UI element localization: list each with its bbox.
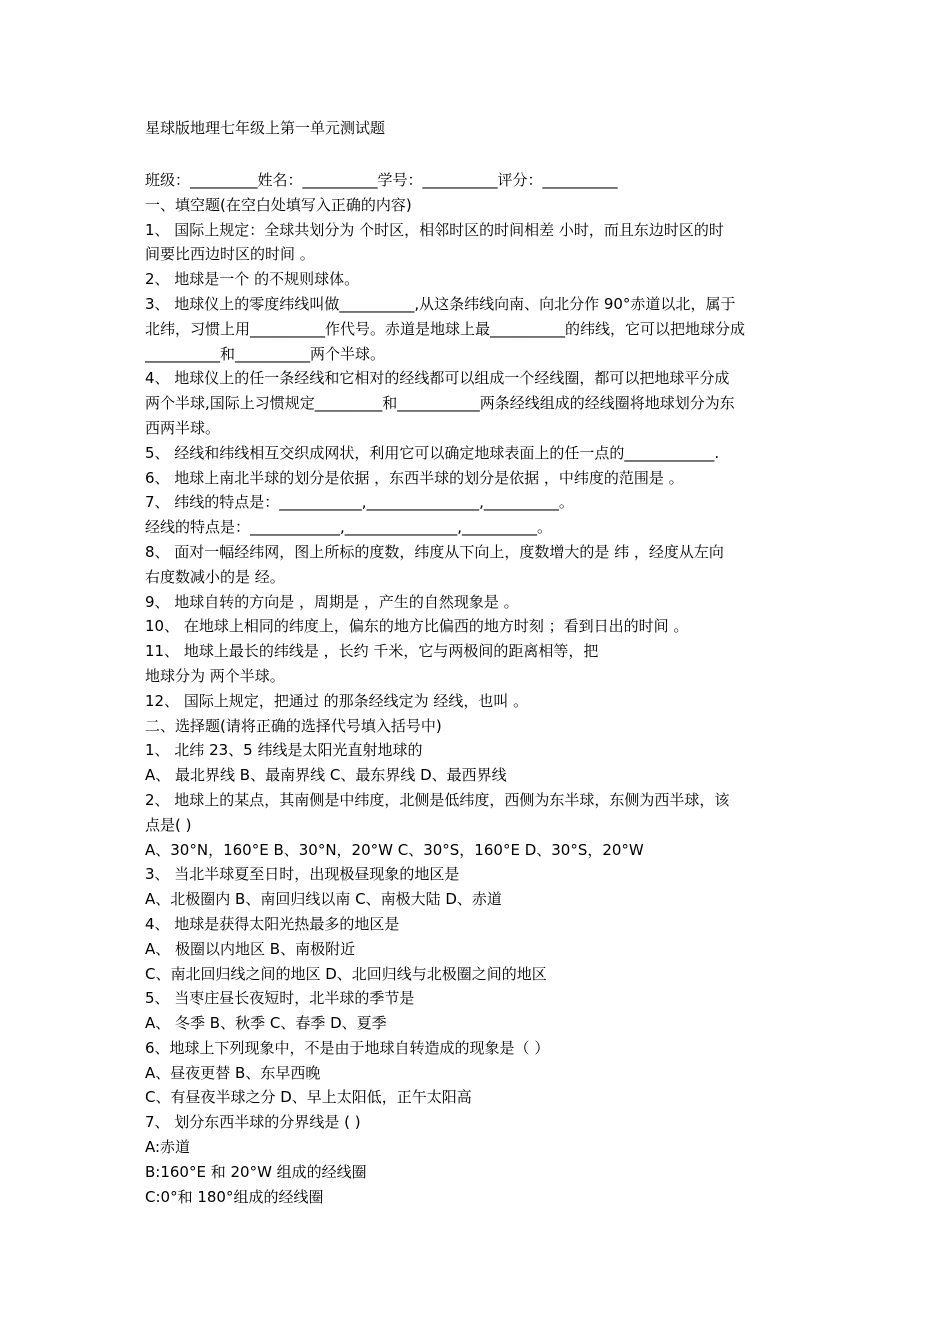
- text-line: 1、 北纬 23、5 纬线是太阳光直射地球的: [145, 741, 423, 760]
- text-line: 经线的特点是：____________,_______________,__________。: [145, 518, 553, 537]
- text-line: B:160°E 和 20°W 组成的经线圈: [145, 1162, 367, 1181]
- text-line: 3、 当北半球夏至日时，出现极昼现象的地区是: [145, 865, 460, 884]
- text-line: 西两半球。: [145, 418, 221, 437]
- text-line: 3、 地球仪上的零度纬线叫做__________,从这条纬线向南、向北分作 90°赤道以北，属于: [145, 294, 736, 313]
- text-line: 5、 当枣庄昼长夜短时，北半球的季节是: [145, 989, 415, 1008]
- text-line: C:0°和 180°组成的经线圈: [145, 1187, 324, 1206]
- text-line: 一、填空题(在空白处填写入正确的内容): [145, 195, 412, 214]
- text-line: A、 最北界线 B、最南界线 C、最东界线 D、最西界线: [145, 766, 507, 785]
- text-line: 7、 纬线的特点是：___________,_______________,__________。: [145, 493, 574, 512]
- text-line: 班级：_________姓名：__________学号：__________评分：__________: [145, 171, 618, 189]
- text-line: C、南北回归线之间的地区 D、北回归线与北极圈之间的地区: [145, 964, 547, 983]
- text-line: 右度数减小的是 经。: [145, 567, 285, 586]
- text-line: 两个半球,国际上习惯规定_________和___________两条经线组成的经线圈将地球划分为东: [145, 394, 735, 413]
- text-line: C、有昼夜半球之分 D、早上太阳低，正午太阳高: [145, 1088, 472, 1107]
- text-line: 11、 地球上最长的纬线是 ，长约 千米，它与两极间的距离相等，把: [145, 642, 599, 661]
- text-line: 6、地球上下列现象中，不是由于地球自转造成的现象是（ ）: [145, 1038, 550, 1057]
- text-line: 2、 地球是一个 的不规则球体。: [145, 270, 360, 289]
- text-line: 地球分为 两个半球。: [145, 666, 285, 685]
- text-line: 8、 面对一幅经纬网，图上所标的度数，纬度从下向上，度数增大的是 纬 ，经度从左向: [145, 542, 724, 561]
- text-line: 北纬，习惯上用__________作代号。赤道是地球上最__________的纬线，它可以把地球分成: [145, 319, 746, 338]
- text-line: 二、选择题(请将正确的选择代号填入括号中): [145, 716, 442, 735]
- text-line: 4、 地球仪上的任一条经线和它相对的经线都可以组成一个经线圈，都可以把地球平分成: [145, 369, 730, 388]
- text-line: A、30°N，160°E B、30°N，20°W C、30°S，160°E D、30°S，20°W: [145, 840, 644, 859]
- text-line: A、 冬季 B、秋季 C、春季 D、夏季: [145, 1014, 387, 1033]
- text-line: 1、 国际上规定：全球共划分为 个时区，相邻时区的时间相差 小时，而且东边时区的时: [145, 220, 724, 239]
- text-line: 7、 划分东西半球的分界线是 ( ): [145, 1113, 361, 1132]
- text-line: 点是( ): [145, 815, 192, 834]
- document-title: 星球版地理七年级上第一单元测试题: [145, 119, 386, 137]
- text-line: 2、 地球上的某点，其南侧是中纬度，北侧是低纬度，西侧为东半球，东侧为西半球，该: [145, 790, 730, 809]
- text-line: 5、 经线和纬线相互交织成网状，利用它可以确定地球表面上的任一点的____________.: [145, 443, 720, 462]
- text-line: 6、 地球上南北半球的划分是依据 ，东西半球的划分是依据 ，中纬度的范围是 。: [145, 468, 684, 487]
- text-line: 9、 地球自转的方向是 ，周期是 ，产生的自然现象是 。: [145, 592, 519, 611]
- text-line: 12、 国际上规定，把通过 的那条经线定为 经线，也叫 。: [145, 691, 529, 710]
- text-line: A:赤道: [145, 1138, 191, 1157]
- text-line: __________和__________两个半球。: [145, 344, 386, 363]
- text-line: 10、 在地球上相同的纬度上，偏东的地方比偏西的地方时刻 ；看到日出的时间 。: [145, 617, 689, 636]
- text-line: 间要比西边时区的时间 。: [145, 245, 315, 264]
- text-line: A、北极圈内 B、南回归线以南 C、南极大陆 D、赤道: [145, 890, 502, 909]
- document-body: [145, 168, 810, 1209]
- text-line: A、 极圈以内地区 B、南极附近: [145, 939, 356, 958]
- text-line: 4、 地球是获得太阳光热最多的地区是: [145, 914, 400, 933]
- text-line: A、昼夜更替 B、东早西晚: [145, 1063, 321, 1082]
